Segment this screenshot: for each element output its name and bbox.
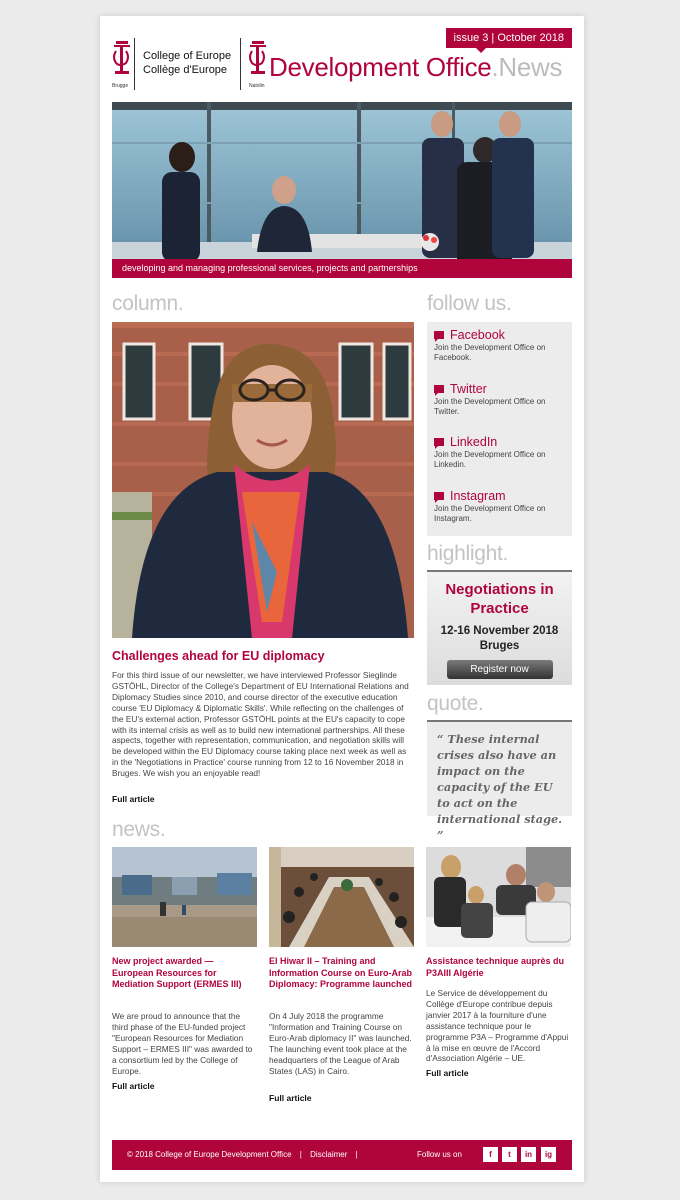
- college-crest-natolin-icon: [248, 39, 268, 79]
- college-name-fr: Collège d'Europe: [143, 64, 228, 76]
- follow-item-label: Instagram: [450, 489, 506, 503]
- brand-main: Development Office: [269, 52, 492, 82]
- crest-caption-natolin: Natolin: [249, 83, 265, 89]
- college-name-en: College of Europe: [143, 50, 232, 62]
- quote-section-title: quote.: [427, 692, 484, 715]
- news-title-p3a[interactable]: Assistance technique auprès du P3AIII Algérie: [426, 956, 565, 978]
- register-now-button[interactable]: Register now: [447, 660, 553, 679]
- brand-suffix: .News: [491, 52, 563, 82]
- hero-caption: developing and managing professional services, projects and partnerships: [112, 259, 572, 278]
- footer-copyright: [127, 1140, 358, 1170]
- follow-section-title: follow us.: [427, 292, 512, 315]
- follow-item-facebook[interactable]: [434, 328, 568, 363]
- college-crest-bruges-icon: [112, 39, 132, 79]
- speech-bubble-icon: [434, 438, 444, 446]
- follow-item-linkedin[interactable]: [434, 435, 568, 470]
- highlight-date: 12-16 November 2018 Bruges: [440, 625, 559, 652]
- news-section-title: news.: [112, 818, 166, 841]
- column-heading: Challenges ahead for EU diplomacy: [112, 649, 325, 663]
- follow-item-label: LinkedIn: [450, 435, 498, 449]
- column-body: For this third issue of our newsletter, we have interviewed Professor Sieglinde GSTÖHL, Director of the College's Department of EU International Relations and Diplomacy Studies since 2010, and course director of the executive education course 'EU Diplomacy & Diplomatic Skills'. While reflecting on the challenges of the EU's external action, Professor GSTÖHL points at the EU's capacity to cope with its internal crisis as well as to build new international partnerships. All these aspects, together with representation, communication, and negotiation skills will be developed within the EU Diplomacy course taking place next week as well as in the 'Negotiations in Practice' course running from 12 to 16 November 2018 in Bruges. We wish you an enjoyable read!: [112, 670, 409, 779]
- facebook-icon[interactable]: f: [483, 1147, 498, 1162]
- instagram-icon[interactable]: ig: [541, 1147, 556, 1162]
- follow-item-desc: Join the Development Office on Twitter.: [434, 397, 546, 416]
- speech-bubble-icon: [434, 385, 444, 393]
- highlight-box: [427, 570, 572, 685]
- follow-item-desc: Join the Development Office on Facebook.: [434, 343, 546, 362]
- header: [112, 28, 572, 106]
- newsletter-page: [100, 16, 584, 1182]
- news-body-ermes: We are proud to announce that the third phase of the EU-funded project "European Resources for Mediation Support – ERMES III" was awarded to a consortium led by the College of Europe.: [112, 1011, 253, 1076]
- footer-separator: |: [355, 1150, 358, 1159]
- follow-item-desc: Join the Development Office on Linkedin.: [434, 450, 546, 469]
- follow-item-twitter[interactable]: [434, 382, 568, 417]
- follow-item-instagram[interactable]: [434, 489, 568, 524]
- header-divider-2: [240, 38, 241, 90]
- crest-caption-bruges: Brugge: [112, 83, 129, 89]
- header-divider: [134, 38, 135, 90]
- highlight-title: Negotiations in Practice: [445, 581, 554, 617]
- news-title-el-hiwar[interactable]: El Hiwar II – Training and Information Course on Euro-Arab Diplomacy: Programme launched: [269, 956, 413, 989]
- newsletter-title: [269, 52, 562, 82]
- issue-badge: issue 3 | October 2018: [446, 28, 572, 48]
- follow-item-label: Facebook: [450, 328, 505, 342]
- news-full-article-link-el-hiwar[interactable]: Full article: [269, 1093, 312, 1103]
- footer-follow-label: Follow us on: [417, 1150, 462, 1159]
- footer: [112, 1140, 572, 1170]
- quote-box: [427, 720, 572, 842]
- disclaimer-link[interactable]: Disclaimer: [310, 1150, 348, 1159]
- news-image-p3a-algerie: [426, 847, 571, 947]
- quote-text: “ These internal crises also have an impact on the capacity of the EU to act on the international stage. ”: [437, 732, 563, 842]
- news-full-article-link-ermes[interactable]: Full article: [112, 1081, 155, 1091]
- college-name: [143, 49, 231, 77]
- footer-separator: |: [299, 1150, 302, 1159]
- news-body-el-hiwar: On 4 July 2018 the programme "Information and Training Course on Euro-Arab diplomacy II" was launched. The launching event took place at the headquarters of the League of Arab States (LAS) in Cairo.: [269, 1011, 412, 1076]
- follow-us-box: [427, 322, 572, 536]
- column-full-article-link[interactable]: Full article: [112, 794, 155, 804]
- news-full-article-link-p3a[interactable]: Full article: [426, 1068, 469, 1078]
- news-image-el-hiwar: [269, 847, 414, 947]
- speech-bubble-icon: [434, 492, 444, 500]
- follow-item-desc: Join the Development Office on Instagram.: [434, 504, 546, 523]
- news-image-ermes: [112, 847, 257, 947]
- copyright-text: © 2018 College of Europe Development Office: [127, 1150, 292, 1159]
- linkedin-icon[interactable]: in: [521, 1147, 536, 1162]
- highlight-section-title: highlight.: [427, 542, 509, 565]
- twitter-icon[interactable]: t: [502, 1147, 517, 1162]
- speech-bubble-icon: [434, 331, 444, 339]
- hero-image: [112, 102, 572, 278]
- follow-item-label: Twitter: [450, 382, 487, 396]
- column-portrait-image: [112, 322, 414, 638]
- column-section-title: column.: [112, 292, 184, 315]
- news-body-p3a: Le Service de développement du Collège d'Europe contribue depuis janvier 2017 à la fourniture d'une assistance technique pour le programme P3A – Programme d'Appui à la mise en œuvre de l'Accord d'Association Algérie – UE.: [426, 988, 569, 1064]
- news-title-ermes[interactable]: New project awarded — European Resources for Mediation Support (ERMES III): [112, 956, 242, 989]
